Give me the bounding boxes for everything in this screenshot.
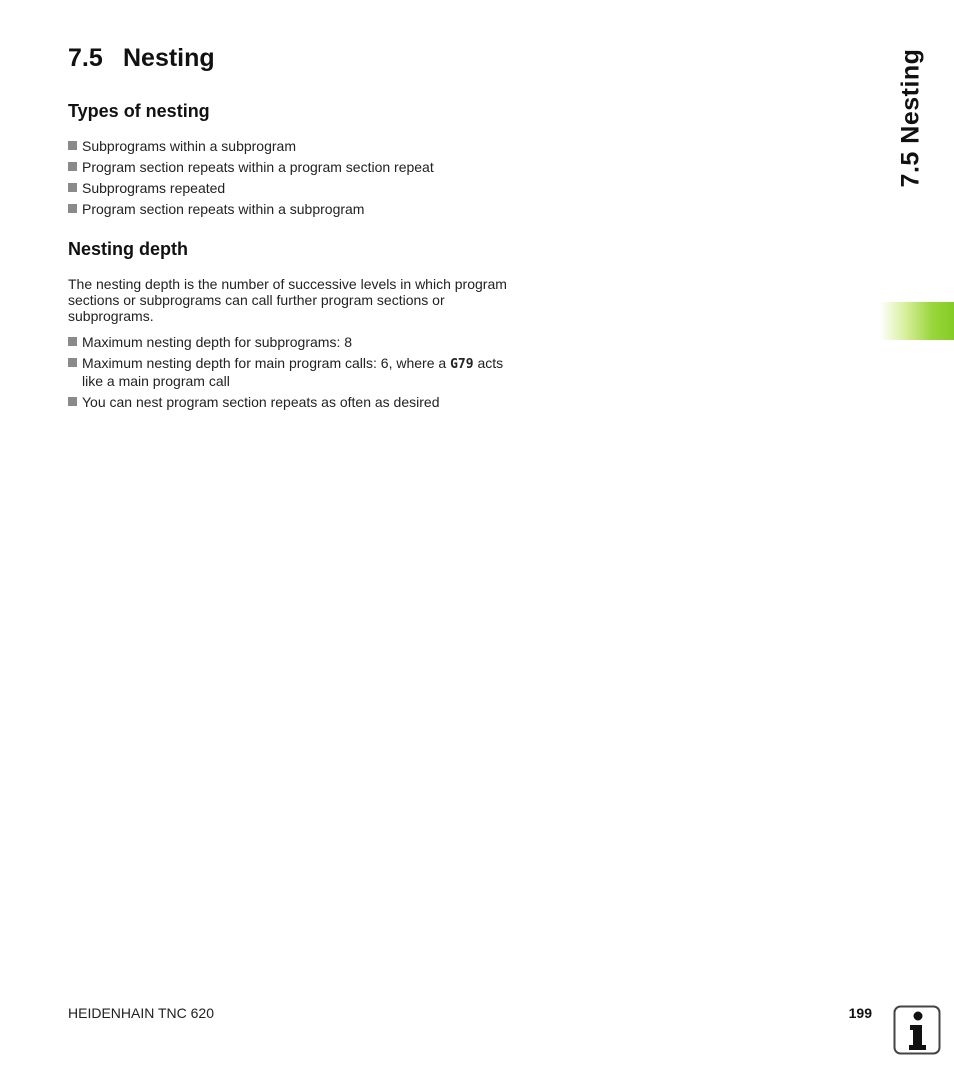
info-icon [893,1005,941,1055]
square-bullet-icon [68,162,77,171]
chapter-tab-marker [880,302,954,340]
section-title: Nesting [123,44,215,72]
square-bullet-icon [68,141,77,150]
types-of-nesting-list [68,138,518,222]
list-item [68,394,518,410]
page-number: 199 [848,1005,872,1021]
square-bullet-icon [68,358,77,367]
side-chapter-title: 7.5 Nesting [896,48,925,188]
section-heading [68,44,215,73]
list-item [68,201,518,217]
square-bullet-icon [68,397,77,406]
list-item [68,355,518,389]
list-item-text: Maximum nesting depth for main program calls: 6, where a [82,355,447,371]
list-item-text: Program section repeats within a subprogram [82,201,365,217]
square-bullet-icon [68,183,77,192]
list-item-text-continued: acts like a main program call [82,355,504,389]
square-bullet-icon [68,204,77,213]
nesting-depth-paragraph: The nesting depth is the number of successive levels in which program sections or subprograms can call further program sections or subprograms. [68,276,507,324]
list-item [68,334,518,350]
list-item [68,180,518,196]
list-item-text: Subprograms repeated [82,180,226,196]
types-of-nesting-heading: Types of nesting [68,101,210,121]
list-item [68,159,518,175]
footer-manual-title: HEIDENHAIN TNC 620 [68,1005,215,1021]
list-item-text: You can nest program section repeats as often as desired [82,394,440,410]
list-item-text: Program section repeats within a program section repeat [82,159,434,175]
list-item [68,138,518,154]
section-number: 7.5 [68,44,103,72]
square-bullet-icon [68,337,77,346]
nesting-depth-list [68,334,518,415]
nesting-depth-heading: Nesting depth [68,239,188,259]
g79-code: G79 [450,357,474,372]
list-item-text: Subprograms within a subprogram [82,138,296,154]
list-item-text: Maximum nesting depth for subprograms: 8 [82,334,353,350]
